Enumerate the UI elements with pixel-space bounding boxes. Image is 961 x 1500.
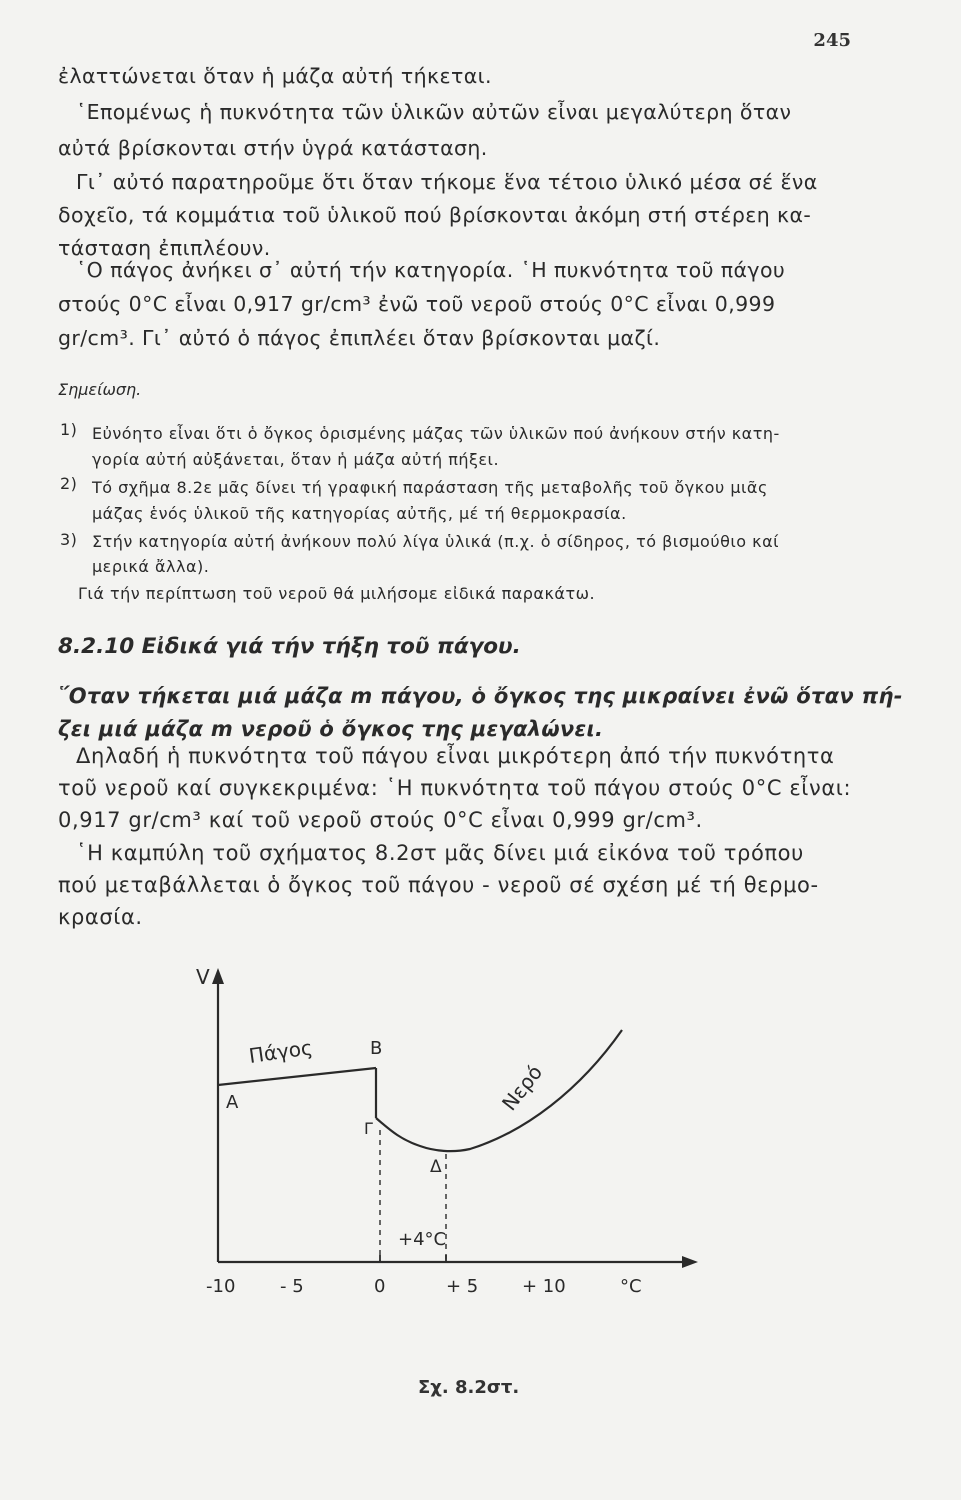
note-line: μάζας ἑνός ὑλικοῦ τῆς κατηγορίας αὐτῆς, μέ τή θερμοκρασία. xyxy=(92,504,627,523)
temperature-annotation: +4°C xyxy=(398,1229,447,1250)
note-line: Στήν κατηγορία αὐτή ἀνήκουν πολύ λίγα ὑλικά (π.χ. ὁ σίδηρος, τό βισμούθιο καί xyxy=(92,532,780,551)
paragraph-line: ἐλαττώνεται ὅταν ἡ μάζα αὐτή τήκεται. xyxy=(58,64,492,88)
paragraph-line: ῾Ο πάγος ἀνήκει σ᾽ αὐτή τήν κατηγορία. ῾Η πυκνότητα τοῦ πάγου xyxy=(76,258,786,282)
paragraph-line: Γι᾽ αὐτό παρατηροῦμε ὅτι ὅταν τήκομε ἕνα τέτοιο ὑλικό μέσα σέ ἕνα xyxy=(76,170,818,194)
body-line: κρασία. xyxy=(58,905,143,929)
note-number: 1) xyxy=(60,420,78,439)
note-number: 2) xyxy=(60,474,78,493)
body-line: πού μεταβάλλεται ὁ ὄγκος τοῦ πάγου - νεροῦ σέ σχέση μέ τή θερμο- xyxy=(58,873,819,897)
point-label-gamma: Γ xyxy=(364,1119,373,1138)
note-line: Τό σχῆμα 8.2ε μᾶς δίνει τή γραφική παράσταση τῆς μεταβολῆς τοῦ ὄγκου μιᾶς xyxy=(92,478,768,497)
page-number: 245 xyxy=(813,30,851,51)
x-tick-label: 0 xyxy=(374,1276,386,1297)
paragraph-line: gr/cm³. Γι᾽ αὐτό ὁ πάγος ἐπιπλέει ὅταν βρίσκονται μαζί. xyxy=(58,326,661,350)
paragraph-line: αὐτά βρίσκονται στήν ὑγρά κατάσταση. xyxy=(58,136,488,160)
x-tick-label: - 5 xyxy=(280,1276,304,1297)
body-line: 0,917 gr/cm³ καί τοῦ νεροῦ στούς 0°C εἶναι 0,999 gr/cm³. xyxy=(58,808,703,832)
y-axis-arrow xyxy=(212,968,224,984)
rule-line: ζει μιά μάζα m νεροῦ ὁ ὄγκος της μεγαλώνει. xyxy=(58,717,604,741)
water-label: Νερό xyxy=(497,1060,548,1116)
paragraph-line: τάσταση ἐπιπλέουν. xyxy=(58,236,271,260)
ice-label: Πάγος xyxy=(247,1035,315,1068)
body-line: ῾Η καμπύλη τοῦ σχήματος 8.2στ μᾶς δίνει μιά εἰκόνα τοῦ τρόπου xyxy=(76,841,804,865)
figure-caption: Σχ. 8.2στ. xyxy=(418,1377,520,1398)
paragraph-line: ῾Επομένως ἡ πυκνότητα τῶν ὑλικῶν αὐτῶν εἶναι μεγαλύτερη ὅταν xyxy=(76,100,792,124)
paragraph-line: στούς 0°C εἶναι 0,917 gr/cm³ ἐνῶ τοῦ νεροῦ στούς 0°C εἶναι 0,999 xyxy=(58,292,776,316)
x-unit-label: °C xyxy=(620,1276,642,1297)
section-heading: 8.2.10 Εἰδικά γιά τήν τήξη τοῦ πάγου. xyxy=(58,634,521,659)
water-curve xyxy=(376,1030,622,1151)
note-line: Εὐνόητο εἶναι ὅτι ὁ ὄγκος ὁρισμένης μάζας τῶν ὑλικῶν πού ἀνήκουν στήν κατη- xyxy=(92,424,780,443)
point-label-delta: Δ xyxy=(430,1157,442,1177)
body-line: τοῦ νεροῦ καί συγκεκριμένα: ῾Η πυκνότητα τοῦ πάγου στούς 0°C εἶναι: xyxy=(58,776,852,800)
ice-segment xyxy=(218,1068,376,1085)
point-label-a: A xyxy=(226,1092,239,1113)
note-line: μερικά ἄλλα). xyxy=(92,557,210,576)
x-tick-label: + 5 xyxy=(446,1276,479,1297)
note-title: Σημείωση. xyxy=(58,380,142,399)
x-axis-arrow xyxy=(682,1256,698,1268)
x-tick-label: -10 xyxy=(206,1276,236,1297)
body-line: Δηλαδή ἡ πυκνότητα τοῦ πάγου εἶναι μικρότερη ἀπό τήν πυκνότητα xyxy=(76,744,835,768)
note-number: 3) xyxy=(60,530,78,549)
paragraph-line: δοχεῖο, τά κομμάτια τοῦ ὑλικοῦ πού βρίσκονται ἀκόμη στή στέρεη κα- xyxy=(58,203,812,227)
x-tick-label: + 10 xyxy=(522,1276,566,1297)
point-label-b: B xyxy=(370,1038,383,1059)
y-axis-label: V xyxy=(196,965,210,989)
note-extra: Γιά τήν περίπτωση τοῦ νεροῦ θά μιλήσομε εἰδικά παρακάτω. xyxy=(78,584,596,603)
note-line: γορία αὐτή αὐξάνεται, ὅταν ἡ μάζα αὐτή πήξει. xyxy=(92,450,500,469)
rule-line: ῞Οταν τήκεται μιά μάζα m πάγου, ὁ ὄγκος της μικραίνει ἐνῶ ὅταν πή- xyxy=(58,684,903,708)
